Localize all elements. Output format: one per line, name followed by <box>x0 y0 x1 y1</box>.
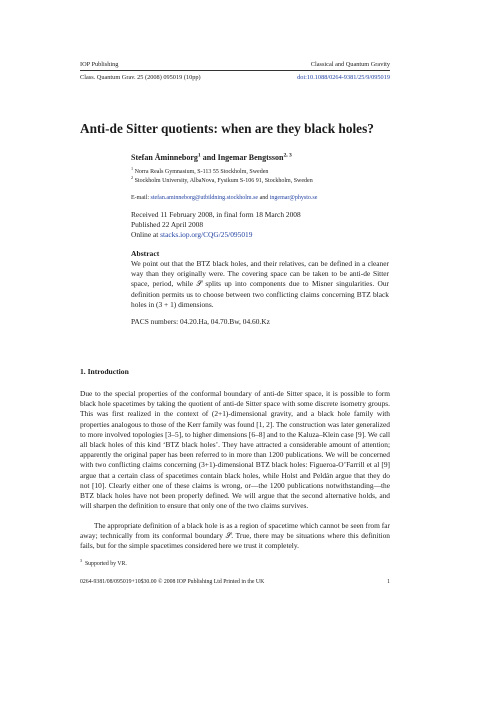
affiliation-2-num: 2 <box>131 175 134 180</box>
author-2: Ingemar Bengtsson <box>217 153 284 162</box>
affiliation-2 <box>131 175 313 184</box>
affiliation-1-num: 1 <box>131 166 134 171</box>
pacs-numbers: PACS numbers: 04.20.Ha, 04.70.Bw, 04.60.Kz <box>131 317 270 326</box>
affiliation-1-text: Norra Reals Gymnasium, S-113 55 Stockholm, Sweden <box>134 169 269 175</box>
footer-copyright: 0264-9381/08/095019+10$30.00 © 2008 IOP Publishing Ltd Printed in the UK <box>80 579 265 585</box>
author-conjunction: and <box>200 153 218 162</box>
affiliation-2-text: Stockholm University, AlbaNova, Fysikum S-106 91, Stockholm, Sweden <box>134 178 313 184</box>
publisher-name: IOP Publishing <box>80 61 119 68</box>
doi-link[interactable]: doi:10.1088/0264-9381/25/9/095019 <box>297 74 390 81</box>
footnote <box>80 558 127 567</box>
intro-paragraph-2: The appropriate definition of a black hole is as a region of spacetime which cannot be seen from far away; technically from its conformal boundary 𝒮. True, there may be situations where this definition fails, but for the simple spacetimes considered here we trust it completely. <box>80 521 390 551</box>
footnote-text: Supported by VR. <box>84 561 127 567</box>
published-date: Published 22 April 2008 <box>131 220 204 229</box>
online-label: Online at <box>131 230 161 239</box>
author-1-affil: 1 <box>197 152 201 159</box>
journal-name: Classical and Quantum Gravity <box>310 61 390 68</box>
online-line <box>131 230 252 240</box>
abstract-heading: Abstract <box>131 249 160 258</box>
author-1: Stefan Åminneborg <box>131 153 198 162</box>
online-url-link[interactable]: stacks.iop.org/CQG/25/095019 <box>160 230 253 239</box>
affiliation-1 <box>131 166 269 175</box>
email-conjunction: and <box>258 195 270 201</box>
intro-paragraph-1: Due to the special properties of the conformal boundary of anti-de Sitter space, it is possible to form black hole spacetimes by taking the quotient of anti-de Sitter space with some discrete isometry groups. This was first realized in the context of (2+1)-dimensional gravity, and a black hole family with properties analogous to those of the Kerr family was found [1, 2]. The construction was later generalized to more involved topologies [3–5], to higher dimensions [6–8] and to the Kaluza–Klein case [9]. We call all black holes of this kind ‘BTZ black holes’. They have attracted a considerable amount of attention; apparently the original paper has been referred to in more than 1200 publications. We will be concerned with two conflicting claims concerning (3+1)-dimensional BTZ black holes: Figueroa-O’Farrill et al [9] argue that a certain class of spacetimes contain black holes, while Holst and Peldán argue that they do not [10]. Clearly either one of these claims is wrong, or—the 1200 publications notwithstanding—the BTZ black holes have not been properly defined. We will argue that the second alternative holds, and will sharpen the definition to ensure that only one of the two claims survives. <box>80 389 390 511</box>
page-number: 1 <box>387 579 390 585</box>
abstract-text: We point out that the BTZ black holes, and their relatives, can be defined in a cleaner way than they originally were. The covering space can be taken to be anti-de Sitter space, period, while 𝒮 splits up into components due to Misner singularities. Our definition permits us to choose between two conflicting claims concerning BTZ black holes in (3 + 1) dimensions. <box>131 259 389 309</box>
received-date: Received 11 February 2008, in final form 18 March 2008 <box>131 210 301 219</box>
author-2-affil: 2, 3 <box>283 152 292 159</box>
section-heading: 1. Introduction <box>80 367 129 376</box>
author-line <box>131 153 292 162</box>
email-line <box>131 195 317 201</box>
email-link-1[interactable]: stefan.aminneborg@utbildning.stockholm.se <box>150 195 259 201</box>
citation: Class. Quantum Grav. 25 (2008) 095019 (10pp) <box>80 74 201 81</box>
email-link-2[interactable]: ingemar@physto.se <box>269 195 318 201</box>
footnote-num: 3 <box>80 558 83 564</box>
header-rule <box>80 70 390 71</box>
email-label: E-mail: <box>131 195 151 201</box>
paper-title: Anti-de Sitter quotients: when are they black holes? <box>80 121 374 136</box>
